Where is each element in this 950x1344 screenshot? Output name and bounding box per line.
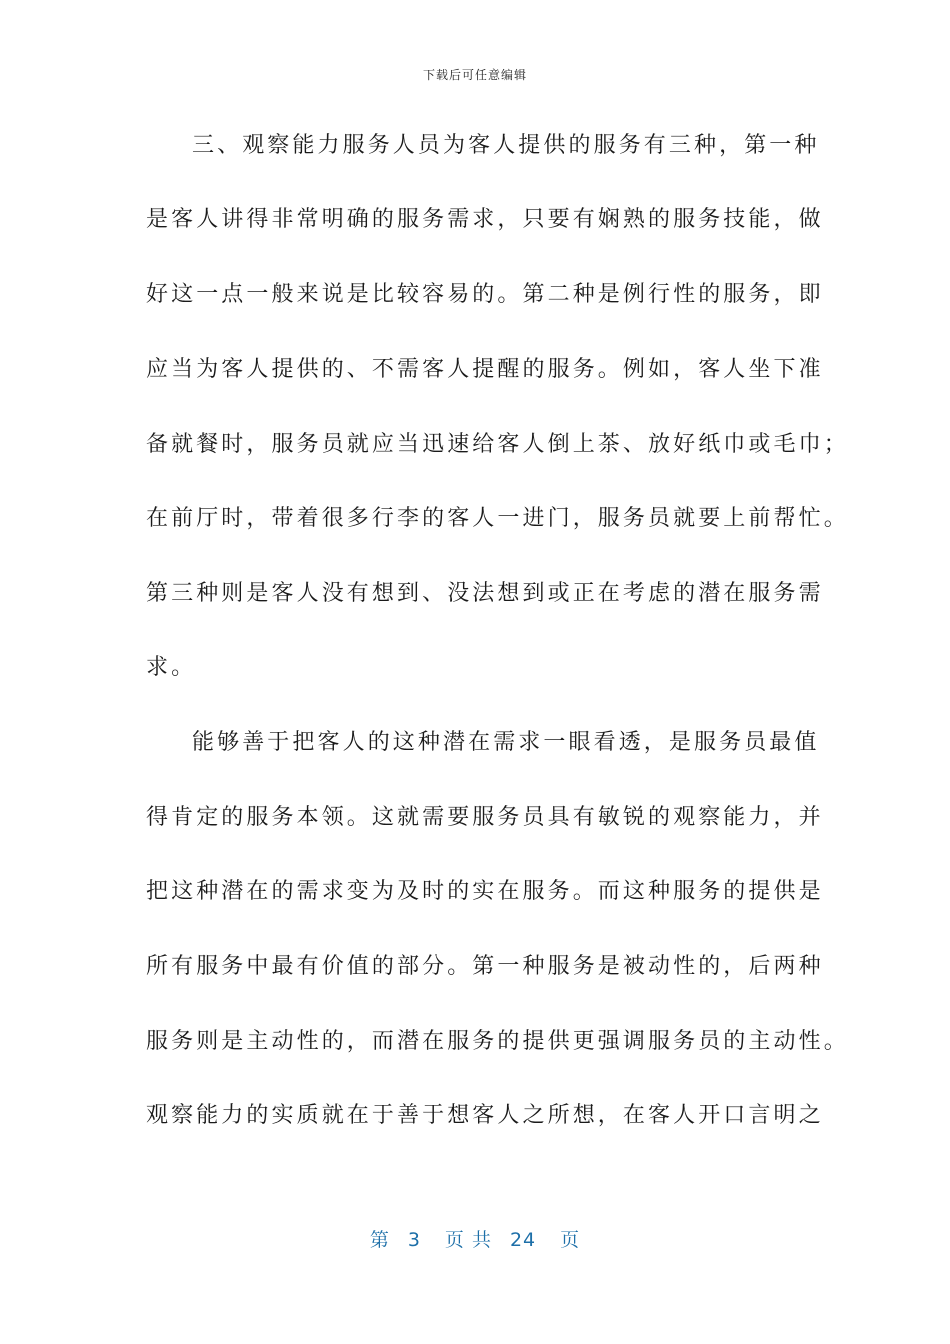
footer-prefix: 第 — [369, 1229, 390, 1251]
paragraph-1-line-6: 在前厅时，带着很多行李的客人一进门，服务员就要上前帮忙。 — [146, 506, 849, 531]
header-note: 下载后可任意编辑 — [422, 68, 527, 82]
paragraph-1-line-4: 应当为客人提供的、不需客人提醒的服务。例如，客人坐下准 — [146, 357, 824, 382]
current-page-number: 3 — [407, 1229, 421, 1251]
paragraph-2-line-4: 所有服务中最有价值的部分。第一种服务是被动性的，后两种 — [146, 954, 824, 979]
paragraph-2-line-5: 服务则是主动性的，而潜在服务的提供更强调服务员的主动性。 — [146, 1029, 849, 1054]
paragraph-1-line-3: 好这一点一般来说是比较容易的。第二种是例行性的服务，即 — [146, 282, 824, 307]
footer-suffix: 页 — [560, 1229, 581, 1251]
paragraph-1-line-1: 三、观察能力服务人员为客人提供的服务有三种，第一种 — [192, 133, 820, 158]
total-pages-number: 24 — [509, 1229, 537, 1251]
paragraph-2-line-1: 能够善于把客人的这种潜在需求一眼看透，是服务员最值 — [192, 730, 820, 755]
footer-middle: 页 共 — [444, 1229, 492, 1251]
paragraph-2-line-6: 观察能力的实质就在于善于想客人之所想，在客人开口言明之 — [146, 1103, 824, 1128]
paragraph-1-line-7: 第三种则是客人没有想到、没法想到或正在考虑的潜在服务需 — [146, 581, 824, 606]
paragraph-2-line-2: 得肯定的服务本领。这就需要服务员具有敏锐的观察能力，并 — [146, 805, 824, 830]
paragraph-2-line-3: 把这种潜在的需求变为及时的实在服务。而这种服务的提供是 — [146, 879, 824, 904]
paragraph-1-line-2: 是客人讲得非常明确的服务需求，只要有娴熟的服务技能，做 — [146, 207, 824, 232]
page-footer — [0, 1225, 950, 1252]
paragraph-1-line-8: 求。 — [146, 655, 197, 680]
paragraph-1-line-5: 备就餐时，服务员就应当迅速给客人倒上茶、放好纸巾或毛巾； — [146, 432, 849, 457]
